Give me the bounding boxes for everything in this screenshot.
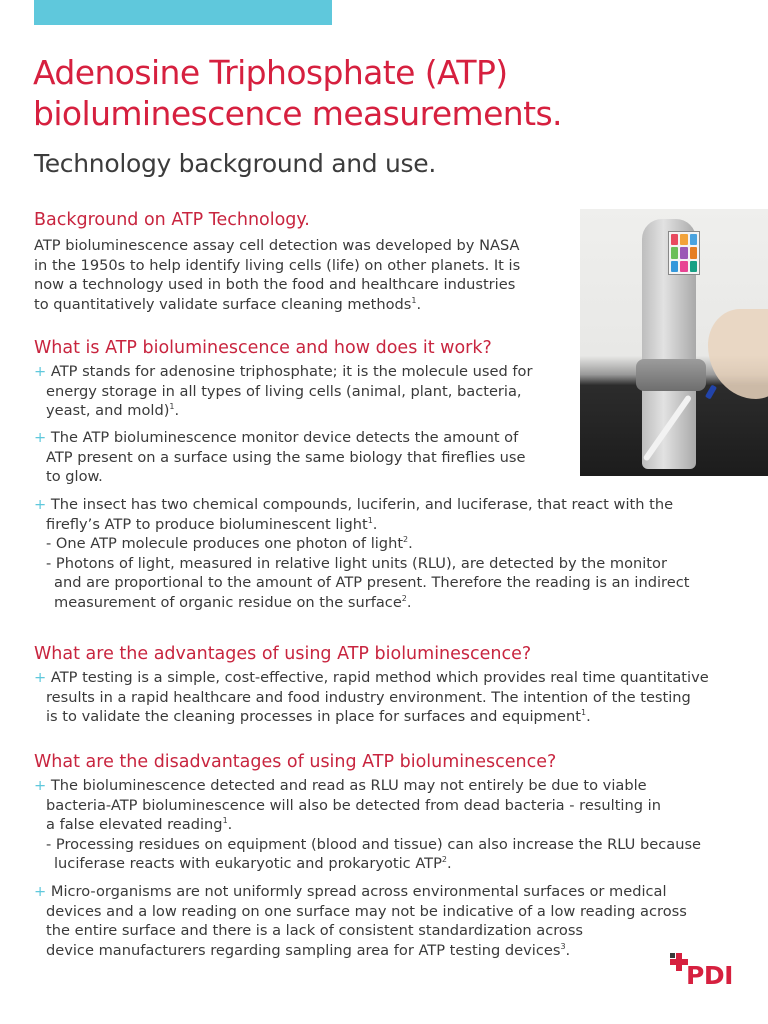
plus-bullet-icon: + <box>34 429 47 446</box>
text-fragment: luciferase reacts with eukaryotic and prokaryotic ATP <box>54 855 442 872</box>
text-fragment: . <box>586 708 591 725</box>
device-base <box>636 359 706 391</box>
text-line <box>34 707 709 727</box>
text-fragment: firefly’s ATP to produce bioluminescent light <box>46 515 368 533</box>
text-line: ATP bioluminescence assay cell detection was developed by NASA <box>34 237 520 254</box>
text-line: devices and a low reading on one surface may not be indicative of a low reading across <box>46 902 687 920</box>
atp-monitor-photo <box>580 209 768 476</box>
text-fragment: . <box>408 535 413 552</box>
text-fragment: . <box>372 515 378 533</box>
heading-background: Background on ATP Technology. <box>34 210 310 230</box>
how-bullet-2 <box>34 428 526 487</box>
text-fragment: . <box>227 816 233 833</box>
plus-bullet-icon: + <box>34 496 47 513</box>
text-line: - Photons of light, measured in relative light units (RLU), are detected by the monitor <box>46 554 667 572</box>
text-line <box>34 534 689 554</box>
footnote-ref: 1 <box>580 708 587 718</box>
text-fragment: - One ATP molecule produces one photon of light <box>46 535 404 552</box>
text-fragment: yeast, and mold) <box>46 402 170 419</box>
text-line <box>34 295 520 315</box>
text-line <box>34 882 687 902</box>
app-tile <box>671 261 678 272</box>
heading-advantages: What are the advantages of using ATP bioluminescence? <box>34 644 532 664</box>
text-fragment: Micro-organisms are not uniformly spread across environmental surfaces or medical <box>50 883 667 900</box>
disadvantages-bullet-2 <box>34 882 687 960</box>
app-tile <box>671 234 678 245</box>
text-line: energy storage in all types of living cells (animal, plant, bacteria, <box>46 382 522 400</box>
footnote-ref: 3 <box>560 941 566 951</box>
footnote-ref: 2 <box>401 593 407 603</box>
text-fragment: . <box>447 855 452 872</box>
plus-bullet-icon: + <box>34 883 47 900</box>
page-title <box>33 52 562 134</box>
text-line <box>34 668 709 688</box>
text-line: the entire surface and there is a lack of consistent standardization across <box>46 922 584 939</box>
text-fragment: . <box>174 402 180 419</box>
text-line <box>34 941 687 961</box>
device-screen <box>668 231 700 275</box>
text-line: results in a rapid healthcare and food industry environment. The intention of the testing <box>46 688 691 706</box>
text-line: ATP present on a surface using the same biology that fireflies use <box>46 448 526 466</box>
app-tile <box>690 261 697 272</box>
text-fragment: to quantitatively validate surface cleaning methods <box>34 295 412 313</box>
plus-bullet-icon: + <box>34 669 47 686</box>
text-line: - Processing residues on equipment (blood and tissue) can also increase the RLU because <box>46 835 702 853</box>
app-tile <box>690 247 697 258</box>
text-fragment: The ATP bioluminescence monitor device detects the amount of <box>50 429 519 446</box>
text-line <box>34 495 689 515</box>
logo-wordmark: PDI <box>686 961 733 990</box>
footnote-ref: 1 <box>169 402 175 412</box>
text-line: bacteria-ATP bioluminescence will also be detected from dead bacteria - resulting in <box>46 796 661 814</box>
text-line <box>34 362 532 382</box>
advantages-bullet-1 <box>34 668 709 727</box>
text-fragment: . <box>416 295 422 313</box>
text-line <box>34 854 701 874</box>
how-bullet-1 <box>34 362 532 421</box>
text-fragment: The insect has two chemical compounds, luciferin, and luciferase, that react with the <box>50 496 674 513</box>
text-line: in the 1950s to help identify living cells (life) on other planets. It is <box>34 256 521 274</box>
plus-bullet-icon: + <box>34 777 47 794</box>
text-fragment: ATP stands for adenosine triphosphate; it is the molecule used for <box>50 363 533 380</box>
text-line <box>34 401 532 421</box>
swab-handle <box>705 384 717 399</box>
plus-bullet-icon: + <box>34 363 47 380</box>
pdi-logo <box>670 953 740 993</box>
background-paragraph <box>34 236 520 314</box>
gloved-hand <box>708 309 768 399</box>
app-tile <box>680 234 687 245</box>
text-fragment: measurement of organic residue on the surface <box>54 593 402 611</box>
footnote-ref: 1 <box>367 515 373 525</box>
heading-disadvantages: What are the disadvantages of using ATP bioluminescence? <box>34 752 557 772</box>
app-tile <box>680 247 687 258</box>
app-tile <box>690 234 697 245</box>
text-line <box>34 428 526 448</box>
text-line <box>34 815 701 835</box>
text-fragment: is to validate the cleaning processes in place for surfaces and equipment <box>46 708 581 725</box>
text-fragment: . <box>565 941 571 959</box>
page-subtitle: Technology background and use. <box>34 149 436 178</box>
footnote-ref: 2 <box>403 535 409 545</box>
text-line: to glow. <box>46 468 103 485</box>
text-fragment: . <box>406 593 412 611</box>
footnote-ref: 1 <box>411 295 417 305</box>
text-fragment: a false elevated reading <box>46 816 223 833</box>
footnote-ref: 2 <box>441 855 447 865</box>
text-fragment: ATP testing is a simple, cost-effective, rapid method which provides real time quantitative <box>50 669 709 686</box>
text-line <box>34 515 689 535</box>
text-line: now a technology used in both the food and healthcare industries <box>34 276 516 293</box>
text-fragment: The bioluminescence detected and read as RLU may not entirely be due to viable <box>50 777 647 794</box>
title-line-1: Adenosine Triphosphate (ATP) <box>33 53 508 92</box>
text-line: and are proportional to the amount of ATP present. Therefore the reading is an indirect <box>54 574 690 591</box>
top-accent-bar <box>34 0 332 25</box>
footnote-ref: 1 <box>222 816 228 826</box>
text-line <box>34 776 701 796</box>
text-line <box>34 593 689 613</box>
disadvantages-bullet-1 <box>34 776 701 874</box>
app-tile <box>671 247 678 258</box>
app-tile <box>680 261 687 272</box>
title-line-2: bioluminescence measurements. <box>33 94 562 133</box>
heading-how-it-works: What is ATP bioluminescence and how does it work? <box>34 338 492 358</box>
how-bullet-3 <box>34 495 689 612</box>
text-fragment: device manufacturers regarding sampling area for ATP testing devices <box>46 941 561 959</box>
